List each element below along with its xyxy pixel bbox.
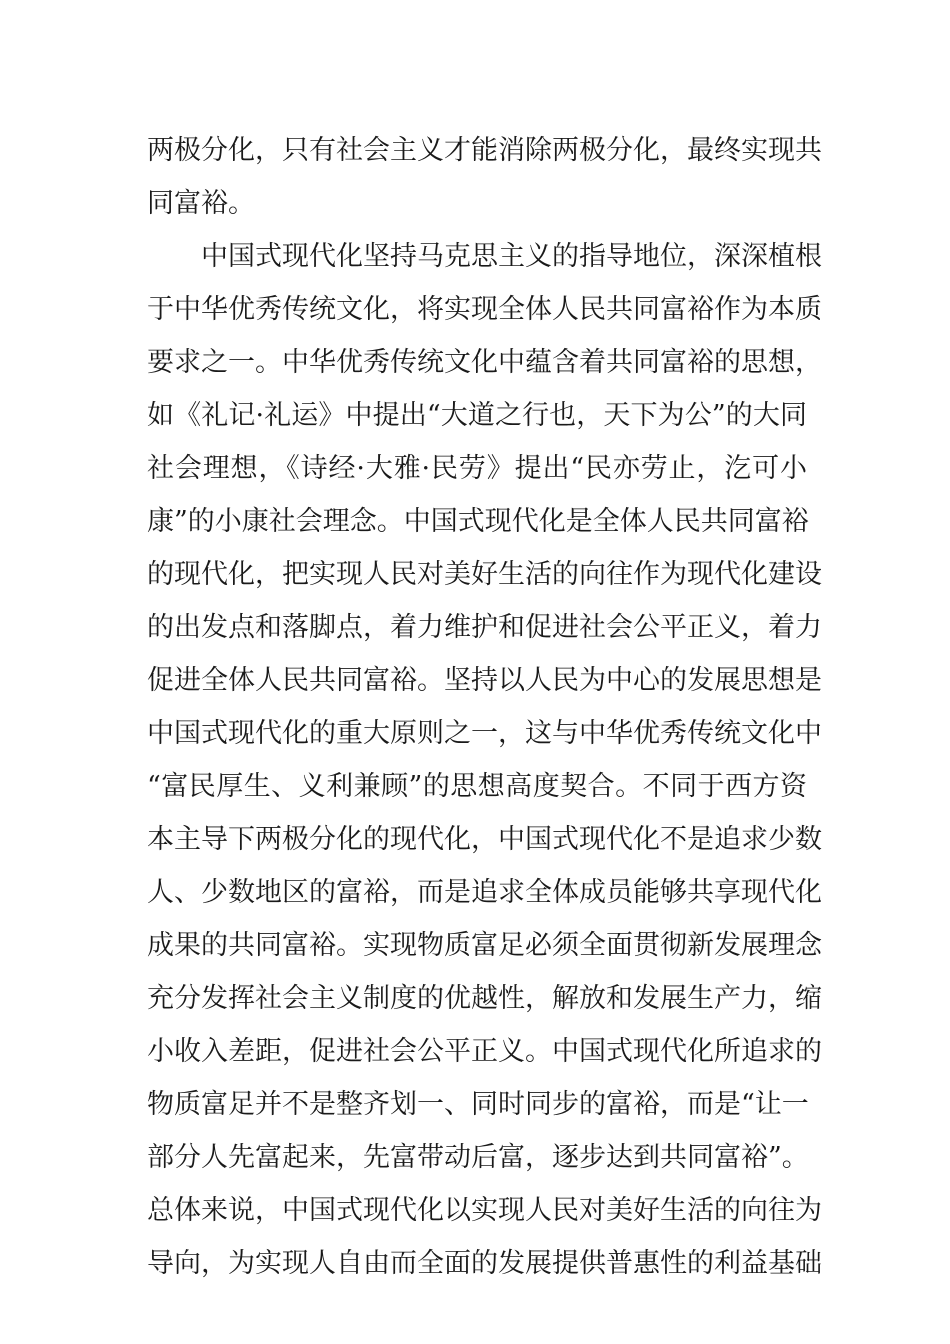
text-line: 中国式现代化坚持马克思主义的指导地位，深深植根	[147, 241, 822, 272]
text-line: 导向，为实现人自由而全面的发展提供普惠性的利益基础	[147, 1248, 822, 1279]
text-line: 同富裕。	[147, 188, 255, 219]
text-line: 物质富足并不是整齐划一、同时同步的富裕，而是“让一	[147, 1089, 809, 1120]
text-line: 如《礼记·礼运》中提出“大道之行也，天下为公”的大同	[147, 400, 807, 431]
body-text	[147, 124, 822, 1290]
text-line: 康”的小康社会理念。中国式现代化是全体人民共同富裕	[147, 506, 809, 537]
text-line: 本主导下两极分化的现代化，中国式现代化不是追求少数	[147, 824, 822, 855]
text-line: 于中华优秀传统文化，将实现全体人民共同富裕作为本质	[147, 294, 822, 325]
text-line: 成果的共同富裕。实现物质富足必须全面贯彻新发展理念	[147, 930, 822, 961]
text-line: 总体来说，中国式现代化以实现人民对美好生活的向往为	[147, 1195, 822, 1226]
text-line: 的现代化，把实现人民对美好生活的向往作为现代化建设	[147, 559, 822, 590]
text-line: 促进全体人民共同富裕。坚持以人民为中心的发展思想是	[147, 665, 822, 696]
text-line: 人、少数地区的富裕，而是追求全体成员能够共享现代化	[147, 877, 822, 908]
text-line: 部分人先富起来，先富带动后富，逐步达到共同富裕”。	[147, 1142, 809, 1173]
text-line: 的出发点和落脚点，着力维护和促进社会公平正义，着力	[147, 612, 822, 643]
text-line: 中国式现代化的重大原则之一，这与中华优秀传统文化中	[147, 718, 822, 749]
text-line: 要求之一。中华优秀传统文化中蕴含着共同富裕的思想，	[147, 347, 822, 378]
text-line: “富民厚生、义利兼顾”的思想高度契合。不同于西方资	[147, 771, 807, 802]
text-line: 充分发挥社会主义制度的优越性，解放和发展生产力，缩	[147, 983, 822, 1014]
text-line: 社会理想，《诗经·大雅·民劳》提出“民亦劳止，汔可小	[147, 453, 807, 484]
text-line: 小收入差距，促进社会公平正义。中国式现代化所追求的	[147, 1036, 822, 1067]
text-line: 两极分化，只有社会主义才能消除两极分化，最终实现共	[147, 135, 822, 166]
